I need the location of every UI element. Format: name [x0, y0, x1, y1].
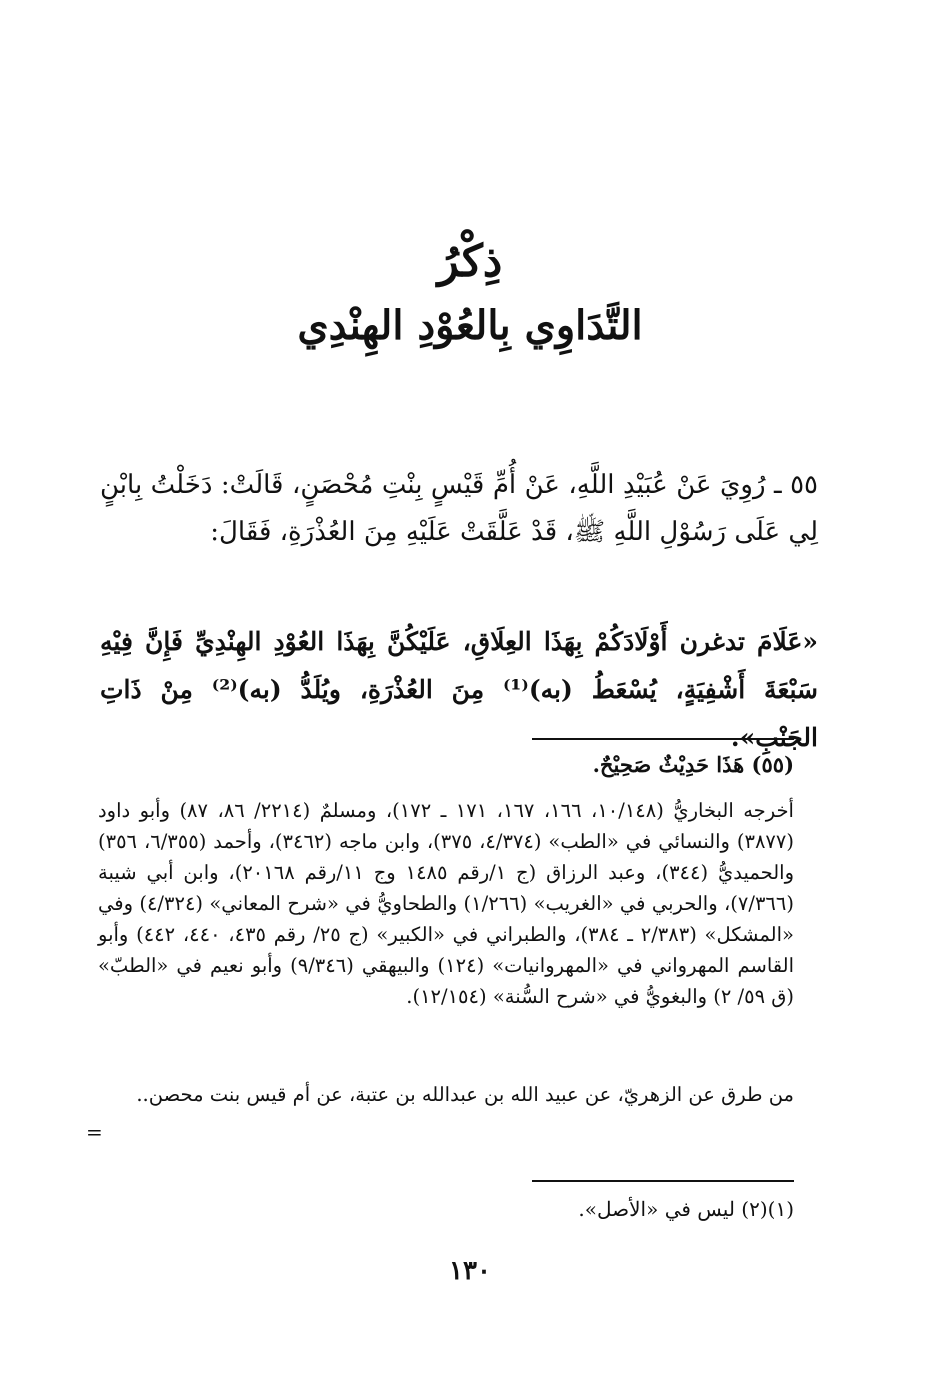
footnote-divider	[532, 738, 794, 740]
hadith-narration: ٥٥ ـ رُوِيَ عَنْ عُبَيْدِ اللَّهِ، عَنْ أُمِّ قَيْسٍ بِنْتِ مُحْصَنٍ، قَالَتْ: دَخَلْتُ بِابْنٍ لِي عَلَى رَسُوْلِ اللَّهِ ﷺ، قَدْ عَلَّقَتْ عَلَيْهِ مِنَ العُذْرَةِ، فَقَالَ:	[100, 470, 818, 547]
manuscript-note: (١)(٢) ليس في «الأصل».	[578, 1197, 794, 1221]
takhrij-paragraph: أخرجه البخاريُّ (١٠/١٤٨، ١٦٦، ١٦٧، ١٧١ ـ ١٧٢)، ومسلمٌ (٢٢١٤/ ٨٦، ٨٧) وأبو داود (٣٨٧٧) والنسائي في «الطب» (٤/٣٧٤، ٣٧٥)، وابن ماجه (٣٤٦٢)، وأحمد (٦/٣٥٥، ٣٥٦) والحميديُّ (٣٤٤)، وعبد الرزاق (ج ١/رقم ١٤٨٥ وج ١١/رقم ٢٠١٦٨)، وابن أبي شيبة (٧/٣٦٦)، والحربي في «الغريب» (١/٢٦٦) والطحاويُّ في «شرح المعاني» (٤/٣٢٤) وفي «المشكل» (٢/٣٨٣ ـ ٣٨٤)، والطبراني في «الكبير» (ج ٢٥/ رقم ٤٣٥، ٤٤٠، ٤٤٢) وأبو القاسم المهرواني في «المهروانيات» (١٢٤) والبيهقي (٩/٣٤٦) وأبو نعيم في «الطبّ» (ق ٥٩/ ٢) والبغويُّ في «شرح السُّنة» (١٢/١٥٤).	[98, 799, 795, 1008]
hadith-prophetic-quote: «عَلَامَ تدغرن أَوْلَادَكُمْ بِهَذَا العِلَاقِ، عَلَيْكُنَّ بِهَذَا العُوْدِ الهِنْدِيِّ فَإِنَّ فِيْهِ سَبْعَةَ أَشْفِيَةٍ، يُسْعَطُ (به)⁽¹⁾ مِنَ العُذْرَةِ، ويُلَدُّ (به)⁽²⁾ مِنْ ذَاتِ الجَنْبِ».	[100, 627, 819, 752]
continuation-mark: =	[86, 1120, 103, 1144]
chapter-heading-line1: ذِكْرُ	[437, 236, 503, 287]
hadith-grading: (٥٥) هَذَا حَدِيْثٌ صَحِيْحٌ.	[592, 752, 794, 777]
chapter-heading-line2: التَّدَاوِي بِالعُوْدِ الهِنْدِي	[297, 302, 643, 349]
isnad-paragraph: من طرق عن الزهريّ، عن عبيد الله بن عبدالله بن عتبة، عن أم قيس بنت محصن..	[136, 1083, 794, 1106]
page-number: ١٣٠	[449, 1256, 491, 1286]
note-divider	[532, 1180, 794, 1182]
